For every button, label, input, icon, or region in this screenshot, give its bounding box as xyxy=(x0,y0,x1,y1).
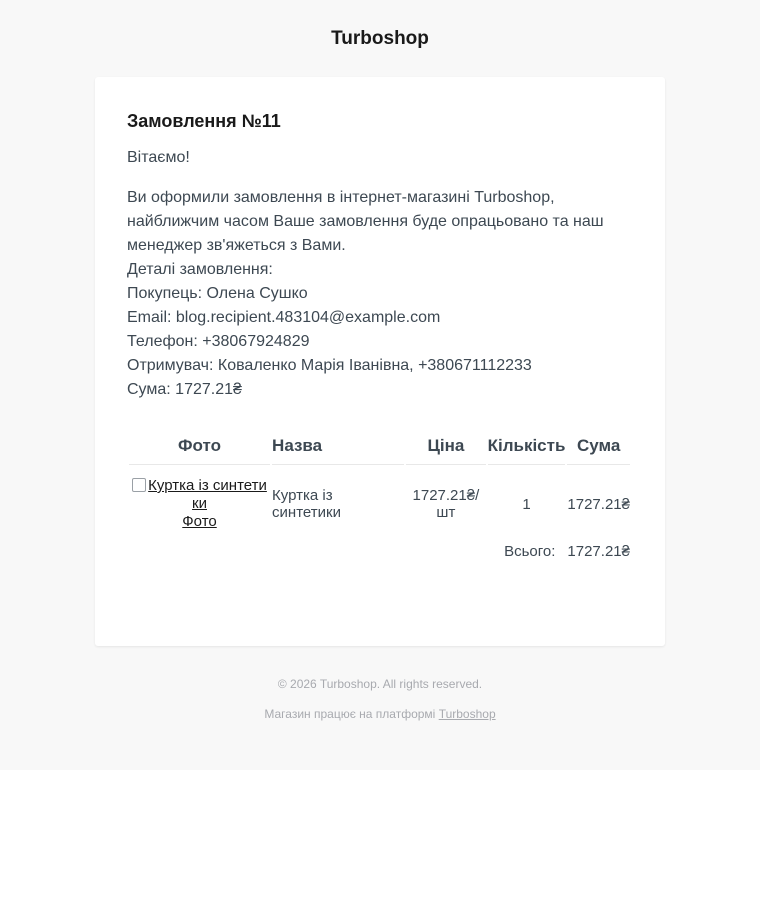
greeting-text: Вітаємо! xyxy=(127,149,190,166)
product-name: Куртка із xyxy=(272,487,333,504)
platform-link[interactable]: Turboshop xyxy=(438,707,496,721)
product-image-cell xyxy=(129,465,270,531)
column-header-qty: Кількість xyxy=(488,426,566,465)
product-name-cell xyxy=(272,465,404,531)
column-header-price: Ціна xyxy=(406,426,485,465)
table-row xyxy=(129,465,630,531)
column-header-sum: Сума xyxy=(567,426,630,465)
image-alt-text: Фото xyxy=(182,513,217,530)
total-row xyxy=(129,531,630,560)
order-title: Замовлення №11 xyxy=(127,111,281,131)
order-card xyxy=(95,77,665,646)
product-price-unit: шт xyxy=(436,504,456,521)
column-header-name: Назва xyxy=(272,426,404,465)
product-price: 1727.21₴/ xyxy=(412,487,480,504)
product-sum-cell: 1727.21₴ xyxy=(567,495,630,513)
platform-note xyxy=(0,706,760,722)
total-value: 1727.21₴ xyxy=(567,543,630,560)
product-image-link[interactable] xyxy=(132,477,267,531)
intro-line: менеджер зв'яжеться з Вами. xyxy=(127,237,346,254)
intro-line: Ви оформили замовлення в інтернет-магазині Turboshop, xyxy=(127,189,555,206)
buyer-line: Покупець: Олена Сушко xyxy=(127,285,308,302)
image-alt-text: ки xyxy=(192,495,207,512)
intro-line: найближчим часом Ваше замовлення буде опрацьовано та наш xyxy=(127,213,604,230)
brand-link[interactable]: Turboshop xyxy=(331,27,429,49)
broken-image-icon xyxy=(132,478,146,492)
product-price-cell xyxy=(406,465,485,531)
order-details xyxy=(127,186,633,402)
email-footer xyxy=(0,676,760,736)
phone-line: Телефон: +38067924829 xyxy=(127,333,310,350)
details-heading: Деталі замовлення: xyxy=(127,261,273,278)
email-line: Email: blog.recipient.483104@example.com xyxy=(127,309,441,326)
image-alt-text: Куртка із синтети xyxy=(148,477,267,494)
copyright-text: © 2026 Turboshop. All rights reserved. xyxy=(277,677,483,691)
column-header-photo: Фото xyxy=(129,426,270,465)
email-header xyxy=(0,0,760,77)
platform-text: Магазин працює на платформі xyxy=(264,707,436,721)
sum-line: Сума: 1727.21₴ xyxy=(127,381,242,398)
order-items-table xyxy=(127,426,632,560)
table-header-row xyxy=(129,426,630,465)
total-label: Всього: xyxy=(504,543,556,560)
recipient-line: Отримувач: Коваленко Марія Іванівна, +380671112233 xyxy=(127,357,532,374)
product-name: синтетики xyxy=(272,504,341,521)
product-qty-cell: 1 xyxy=(522,495,531,513)
